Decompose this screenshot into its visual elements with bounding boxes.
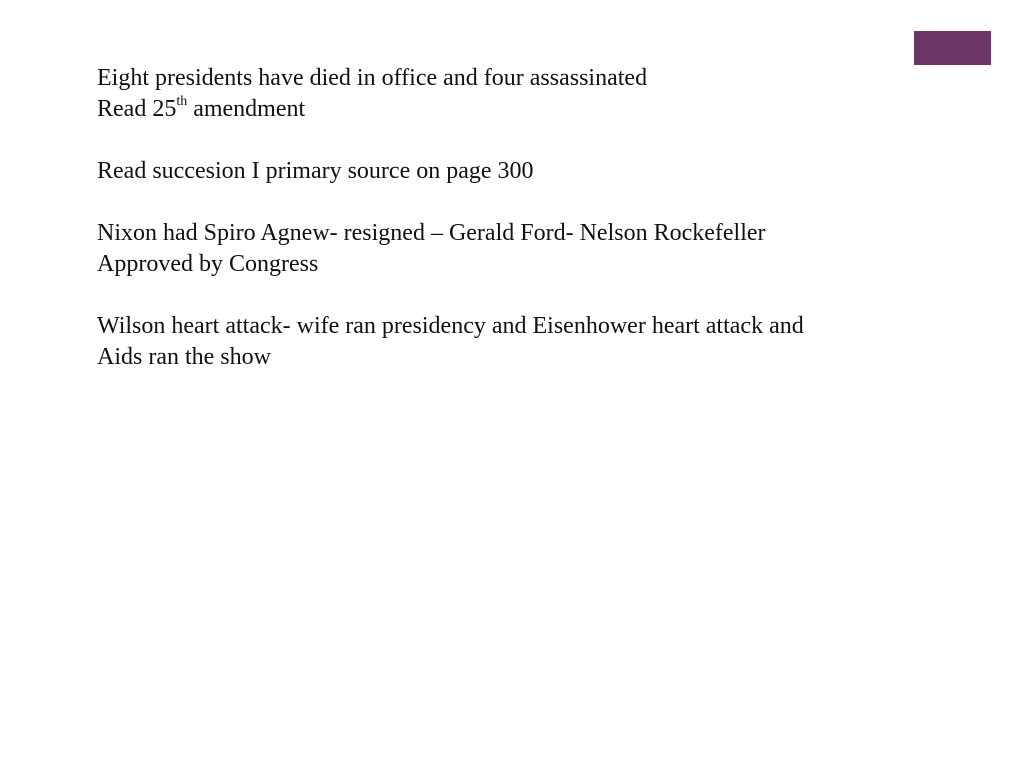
paragraph-gap — [97, 280, 997, 311]
text-line-7: Aids ran the show — [97, 344, 271, 370]
text-line-4: Nixon had Spiro Agnew- resigned – Gerald Ford- Nelson Rockefeller — [97, 220, 766, 246]
slide-body — [97, 63, 997, 373]
text-line-2-prefix: Read 25 — [97, 96, 177, 122]
accent-bar — [914, 31, 991, 65]
text-line-5: Approved by Congress — [97, 251, 319, 277]
text-line-1: Eight presidents have died in office and four assassinated — [97, 65, 648, 91]
paragraph-gap — [97, 187, 997, 218]
paragraph-gap — [97, 125, 997, 156]
ordinal-superscript: th — [176, 94, 188, 109]
text-line-2-suffix: amendment — [187, 96, 306, 122]
text-line-6: Wilson heart attack- wife ran presidency and Eisenhower heart attack and — [97, 313, 804, 339]
text-line-2 — [97, 94, 997, 125]
text-line-3: Read succesion I primary source on page 300 — [97, 158, 534, 184]
